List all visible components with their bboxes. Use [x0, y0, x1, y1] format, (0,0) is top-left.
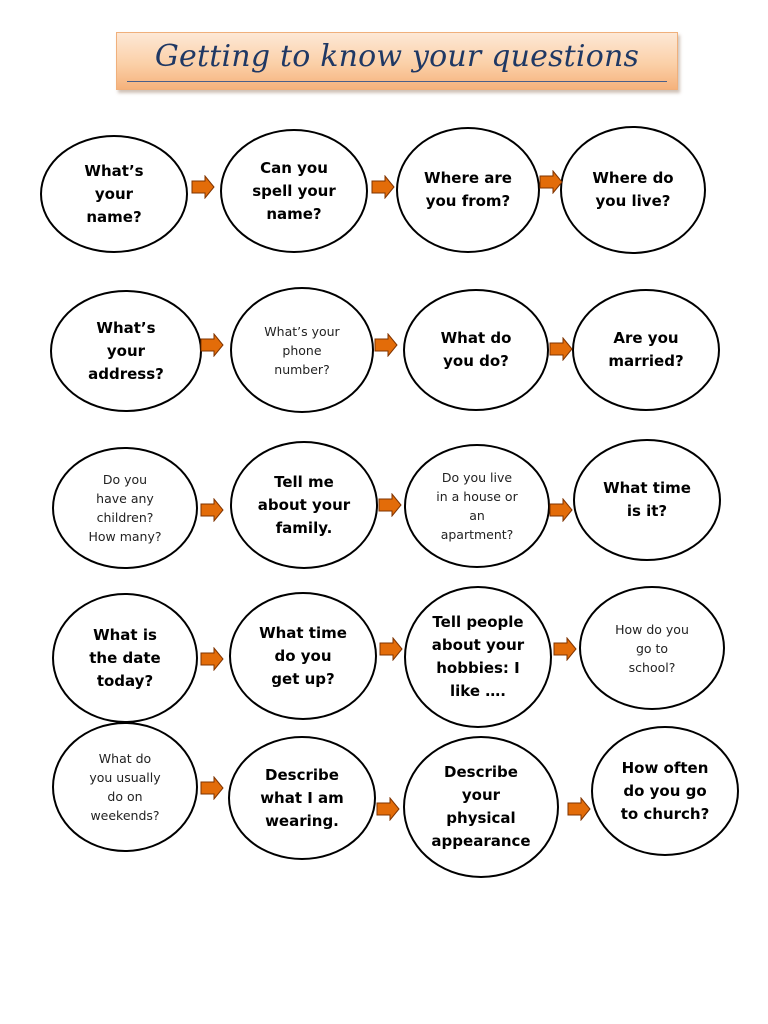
question-bubble: [229, 592, 377, 720]
page-title: Getting to know your questions: [154, 39, 640, 74]
question-text: Describe what I am wearing.: [260, 765, 344, 830]
question-bubble: [52, 722, 198, 852]
question-bubble: [403, 289, 549, 411]
question-text: Where are you from?: [424, 169, 512, 210]
question-bubble: [50, 290, 202, 412]
question-text: Describe your physical appearance: [431, 763, 531, 850]
question-text: Tell people about your hobbies: I like ….: [431, 613, 525, 700]
question-text: What’s your phone number?: [264, 323, 340, 377]
arrow-right-icon: [200, 498, 224, 522]
question-bubble: [404, 444, 550, 568]
question-text: How do you go to school?: [615, 621, 689, 675]
question-text: Do you live in a house or an apartment?: [436, 470, 518, 542]
question-bubble: [396, 127, 540, 253]
question-text: Tell me about your family.: [257, 472, 351, 537]
question-bubble: [52, 447, 198, 569]
question-text: Can you spell your name?: [252, 158, 336, 223]
arrow-right-icon: [553, 637, 577, 661]
question-bubble: [220, 129, 368, 253]
question-text: How often do you go to church?: [620, 758, 710, 823]
question-bubble: [40, 135, 188, 253]
question-bubble: [228, 736, 376, 860]
arrow-right-icon: [539, 170, 563, 194]
arrow-right-icon: [200, 647, 224, 671]
question-text: What time is it?: [603, 479, 691, 520]
question-bubble: [52, 593, 198, 723]
arrow-right-icon: [371, 175, 395, 199]
question-text: What’s your address?: [88, 318, 164, 383]
question-text: What do you usually do on weekends?: [89, 751, 161, 823]
arrow-right-icon: [379, 637, 403, 661]
arrow-right-icon: [200, 333, 224, 357]
arrow-right-icon: [549, 498, 573, 522]
question-bubble: [572, 289, 720, 411]
question-text: What is the date today?: [89, 625, 161, 690]
question-bubble: [560, 126, 706, 254]
question-bubble: [579, 586, 725, 710]
question-text: Are you married?: [608, 329, 684, 370]
question-text: Where do you live?: [592, 169, 674, 210]
question-text: What’s your name?: [84, 161, 144, 226]
question-bubble: [230, 441, 378, 569]
question-bubble: [591, 726, 739, 856]
arrow-right-icon: [549, 337, 573, 361]
arrow-right-icon: [200, 776, 224, 800]
arrow-right-icon: [374, 333, 398, 357]
question-text: Do you have any children? How many?: [88, 472, 162, 544]
arrow-right-icon: [378, 493, 402, 517]
question-bubble: [403, 736, 559, 878]
question-bubble: [404, 586, 552, 728]
arrow-right-icon: [191, 175, 215, 199]
question-bubble: [573, 439, 721, 561]
arrow-right-icon: [567, 797, 591, 821]
question-text: What time do you get up?: [259, 623, 347, 688]
title-underline: [127, 81, 667, 82]
title-banner: [116, 32, 678, 90]
question-text: What do you do?: [440, 329, 512, 370]
arrow-right-icon: [376, 797, 400, 821]
question-bubble: [230, 287, 374, 413]
